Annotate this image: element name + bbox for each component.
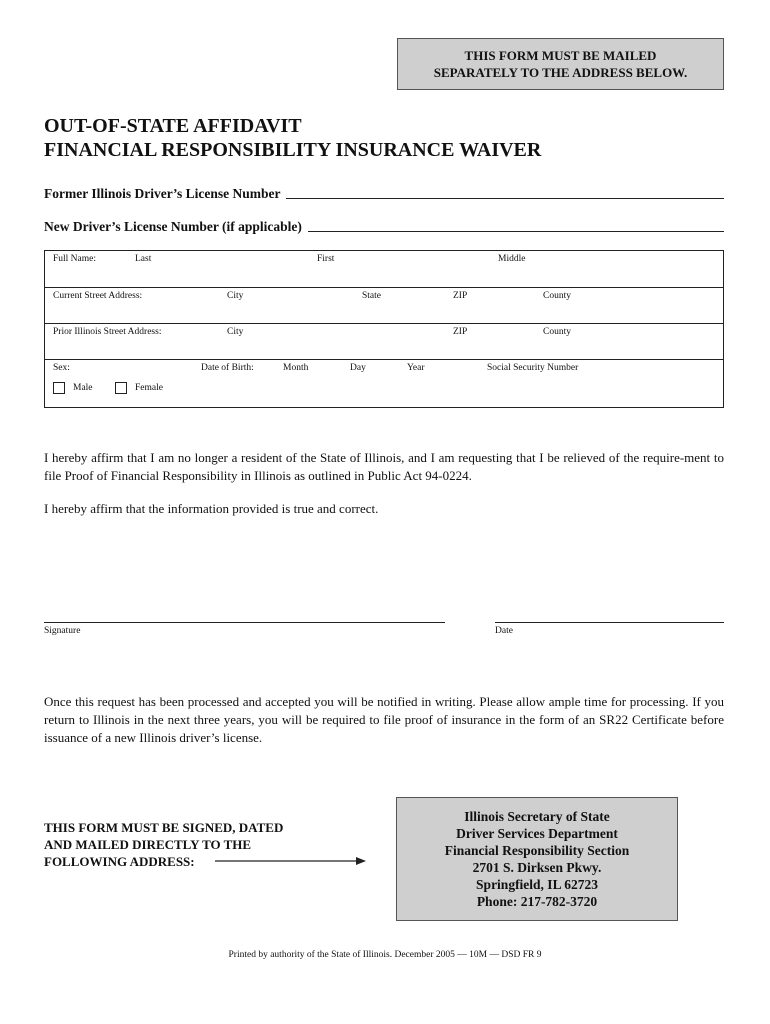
dob-year-label: Year xyxy=(407,363,425,373)
new-license-label: New Driver’s License Number (if applicable) xyxy=(44,219,302,234)
new-license-field[interactable] xyxy=(308,231,724,232)
prior-city-label: City xyxy=(227,327,244,337)
arrow-right-icon xyxy=(215,856,367,866)
form-title-line2: FINANCIAL RESPONSIBILITY INSURANCE WAIVER xyxy=(44,139,542,161)
current-address-label: Current Street Address: xyxy=(53,291,143,301)
print-authority-footer: Printed by authority of the State of Illinois. December 2005 — 10M — DSD FR 9 xyxy=(228,950,542,960)
date-line[interactable] xyxy=(495,622,724,623)
address-line5: Springfield, IL 62723 xyxy=(476,877,598,892)
dob-label: Date of Birth: xyxy=(201,363,254,373)
current-zip-label: ZIP xyxy=(453,291,468,301)
last-name-label: Last xyxy=(135,254,152,264)
personal-details-row xyxy=(45,359,723,409)
signed-notice-line3: FOLLOWING ADDRESS: xyxy=(44,854,195,869)
current-state-label: State xyxy=(362,291,381,301)
address-line2: Driver Services Department xyxy=(456,826,618,841)
signature-label: Signature xyxy=(44,626,81,636)
address-line4: 2701 S. Dirksen Pkwy. xyxy=(472,860,602,875)
former-license-label: Former Illinois Driver’s License Number xyxy=(44,186,281,201)
signature-line[interactable] xyxy=(44,622,445,623)
former-license-row xyxy=(44,180,724,202)
signed-notice-line1: THIS FORM MUST BE SIGNED, DATED xyxy=(44,820,284,835)
new-license-row xyxy=(44,213,724,235)
current-county-label: County xyxy=(543,291,571,301)
mailing-address-box xyxy=(396,797,678,921)
ssn-label: Social Security Number xyxy=(487,363,579,373)
form-title xyxy=(44,114,541,162)
current-address-row[interactable] xyxy=(45,287,723,324)
sex-label: Sex: xyxy=(53,363,70,373)
mail-notice-line1: THIS FORM MUST BE MAILED xyxy=(464,48,657,63)
address-line1: Illinois Secretary of State xyxy=(464,809,610,824)
address-line3: Financial Responsibility Section xyxy=(444,843,630,858)
female-label: Female xyxy=(135,383,163,393)
male-label: Male xyxy=(73,383,93,393)
address-phone: Phone: 217-782-3720 xyxy=(476,894,598,909)
mail-separately-notice xyxy=(397,38,724,90)
dob-month-label: Month xyxy=(283,363,309,373)
prior-address-label: Prior Illinois Street Address: xyxy=(53,327,162,337)
first-name-label: First xyxy=(317,254,335,264)
form-title-line1: OUT-OF-STATE AFFIDAVIT xyxy=(44,115,302,137)
female-checkbox-box[interactable] xyxy=(115,382,127,394)
personal-info-box xyxy=(44,250,724,408)
mail-notice-line2: SEPARATELY TO THE ADDRESS BELOW. xyxy=(433,65,688,80)
prior-county-label: County xyxy=(543,327,571,337)
affirm-paragraph-2: I hereby affirm that the information provided is true and correct. xyxy=(44,501,379,516)
full-name-label: Full Name: xyxy=(53,254,97,264)
female-checkbox[interactable] xyxy=(115,382,163,394)
male-checkbox[interactable] xyxy=(53,382,93,394)
male-checkbox-box[interactable] xyxy=(53,382,65,394)
date-label: Date xyxy=(495,626,513,636)
former-license-field[interactable] xyxy=(286,198,724,199)
middle-name-label: Middle xyxy=(498,254,526,264)
prior-zip-label: ZIP xyxy=(453,327,468,337)
current-city-label: City xyxy=(227,291,244,301)
name-row[interactable] xyxy=(45,251,723,287)
dob-day-label: Day xyxy=(350,363,366,373)
signed-notice-line2: AND MAILED DIRECTLY TO THE xyxy=(44,837,252,852)
prior-address-row[interactable] xyxy=(45,323,723,360)
processing-notice: Once this request has been processed and accepted you will be notified in writing. Please allow ample time for processing. If you return to Illinois in the next three years, you will be required to file proof of insurance in the form of an SR22 Certificate before issuance of a new Illinois driver’s license. xyxy=(44,694,724,745)
affirm-paragraph-1: I hereby affirm that I am no longer a resident of the State of Illinois, and I am requesting that I be relieved of the require-ment to file Proof of Financial Responsibility in Illinois as outlined in Public Act 94-0224. xyxy=(44,450,724,483)
